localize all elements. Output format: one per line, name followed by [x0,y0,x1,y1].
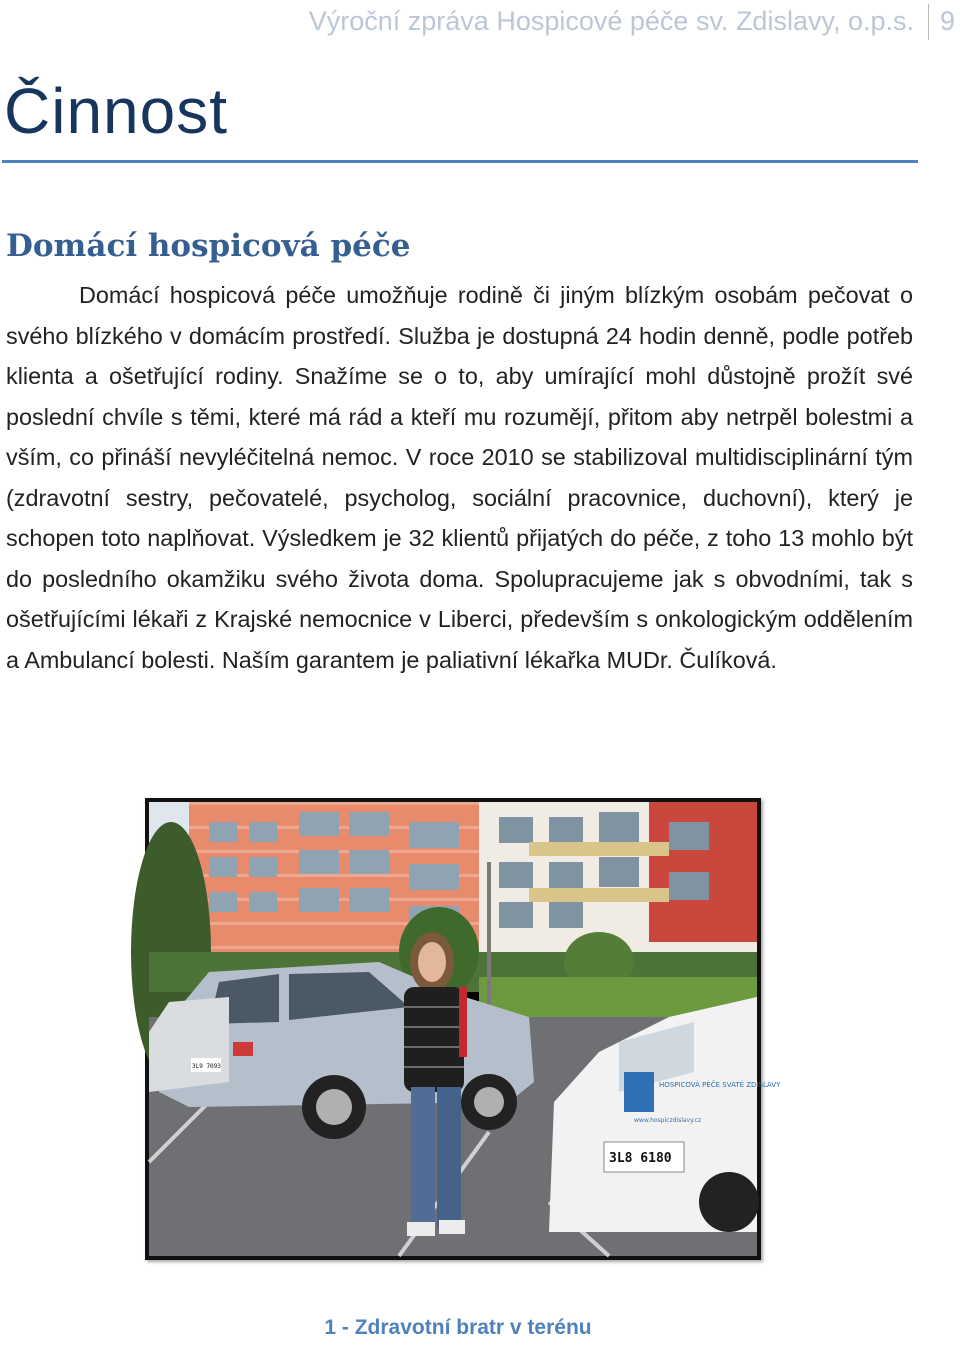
figure-caption: 1 - Zdravotní bratr v terénu [324,1316,592,1339]
van-url: www.hospiczdislavy.cz [634,1117,702,1124]
page-title: Činnost [4,75,228,147]
header-title: Výroční zpráva Hospicové péče sv. Zdislavy, o.p.s. [308,6,914,36]
page-number: 9 [940,6,956,36]
running-header [0,4,960,44]
plate-right: 3L8 6180 [609,1151,672,1166]
photo [145,798,781,1260]
plate-left: 3L9 7093 [192,1063,221,1070]
body-paragraph: Domácí hospicová péče umožňuje rodině či jiným blízkým osobám pečovat o svého blízkého v domácím prostředí. Služba je dostupná 24 hodin denně, podle potřeb klienta a ošetřující rodiny. Snažíme se o to, aby umírající mohl důstojně prožít své poslední chvíle s těmi, které má rád a kteří mu rozumějí, přitom aby netrpěl bolestmi a vším, co přináší nevyléčitelná nemoc. V roce 2010 se stabilizoval multidisciplinární tým (zdravotní sestry, pečovatelé, psycholog, sociální pracovnice, duchovní), který je schopen toto naplňovat. Výsledkem je 32 klientů přijatých do péče, z toho 13 mohlo být do posledního okamžiku svého života doma. Spolupracujeme jak s obvodními, tak s ošetřujícími lékaři z Krajské nemocnice v Liberci, především s onkologickým oddělením a Ambulancí bolesti. Naším garantem je paliativní lékařka MUDr. Čulíková. [6,282,913,673]
section-heading: Domácí hospicová péče [6,228,411,264]
van-logo-text: HOSPICOVÁ PÉČE SVATÉ ZDISLAVY [659,1081,781,1089]
header-divider [928,4,929,40]
title-rule [2,160,918,163]
photo-illustration [149,802,781,1256]
